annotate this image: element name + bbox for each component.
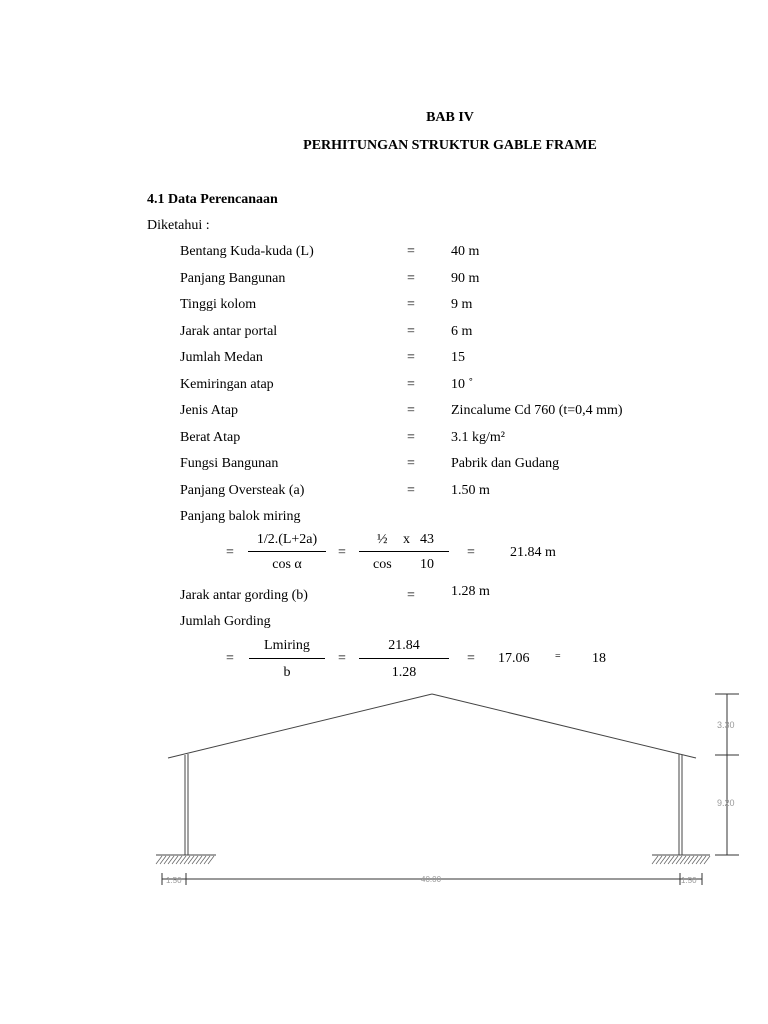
balok-frac2-den-b: 10	[420, 557, 434, 572]
param-equals: =	[407, 244, 415, 259]
gording-final: 18	[592, 651, 606, 666]
balok-equals-2: =	[338, 545, 346, 560]
gording-equals-2: =	[338, 651, 346, 666]
dim-left-overhang: 1.50	[166, 876, 182, 885]
param-label: Panjang Bangunan	[180, 271, 286, 286]
gording-frac1-denominator: b	[283, 665, 291, 680]
balok-label: Panjang balok miring	[180, 509, 301, 524]
gording-jarak-label: Jarak antar gording (b)	[180, 588, 308, 603]
param-value: 15	[451, 350, 465, 365]
param-value: 6 m	[451, 324, 473, 339]
param-equals: =	[407, 403, 415, 418]
left-rafter	[168, 694, 432, 758]
dim-column-height: 9.20	[717, 798, 735, 808]
param-value: 9 m	[451, 297, 473, 312]
section-heading: 4.1 Data Perencanaan	[147, 192, 278, 207]
param-equals: =	[407, 324, 415, 339]
param-label: Bentang Kuda-kuda (L)	[180, 244, 314, 259]
param-equals: =	[407, 350, 415, 365]
param-equals: =	[407, 483, 415, 498]
balok-result: 21.84 m	[510, 545, 556, 560]
param-equals: =	[407, 456, 415, 471]
param-value: 1.50 m	[451, 483, 490, 498]
balok-frac2-den-a: cos	[373, 557, 392, 572]
param-equals: =	[407, 271, 415, 286]
param-value: 10 ˚	[451, 377, 474, 392]
left-support-hatch	[156, 856, 214, 864]
param-equals: =	[407, 377, 415, 392]
gording-equals-1: =	[226, 651, 234, 666]
dim-span: 40.00	[421, 875, 442, 884]
gording-jumlah-label: Jumlah Gording	[180, 614, 271, 629]
balok-frac1-numerator: 1/2.(L+2a)	[256, 532, 318, 547]
gording-frac1-numerator: Lmiring	[264, 638, 310, 653]
param-label: Fungsi Bangunan	[180, 456, 279, 471]
dim-right-overhang: 1.50	[681, 876, 697, 885]
param-label: Tinggi kolom	[180, 297, 257, 312]
param-label: Jenis Atap	[180, 403, 238, 418]
param-value: 40 m	[451, 244, 480, 259]
chapter-heading: BAB IV	[426, 110, 474, 125]
balok-frac2-num-a: ½	[377, 532, 388, 547]
param-equals: =	[407, 297, 415, 312]
param-label: Panjang Oversteak (a)	[180, 483, 305, 498]
balok-frac2-num-b: x	[403, 532, 410, 547]
param-label: Jumlah Medan	[180, 350, 263, 365]
param-label: Jarak antar portal	[180, 324, 278, 339]
param-label: Kemiringan atap	[180, 377, 274, 392]
param-value: Pabrik dan Gudang	[451, 456, 560, 471]
page-title: PERHITUNGAN STRUKTUR GABLE FRAME	[303, 138, 597, 153]
gording-frac2-numerator: 21.84	[388, 638, 420, 653]
intro-text: Diketahui :	[147, 218, 210, 233]
right-support-hatch	[652, 856, 710, 864]
right-rafter	[432, 694, 696, 758]
param-equals: =	[407, 430, 415, 445]
gording-result: 17.06	[498, 651, 530, 666]
param-value: 90 m	[451, 271, 480, 286]
dim-roof-height: 3.30	[717, 720, 735, 730]
balok-equals-1: =	[226, 545, 234, 560]
gording-jarak-equals: =	[407, 588, 415, 603]
gording-frac2-denominator: 1.28	[391, 665, 417, 680]
param-value: Zincalume Cd 760 (t=0,4 mm)	[451, 403, 623, 418]
gording-equals-3: =	[467, 651, 475, 666]
balok-equals-3: =	[467, 545, 475, 560]
balok-frac1-denominator: cos α	[272, 557, 302, 572]
gording-equals-4: =	[555, 651, 561, 662]
gording-jarak-value: 1.28 m	[451, 584, 490, 599]
param-label: Berat Atap	[180, 430, 241, 445]
balok-frac2-num-c: 43	[420, 532, 434, 547]
param-value: 3.1 kg/m²	[451, 430, 505, 445]
